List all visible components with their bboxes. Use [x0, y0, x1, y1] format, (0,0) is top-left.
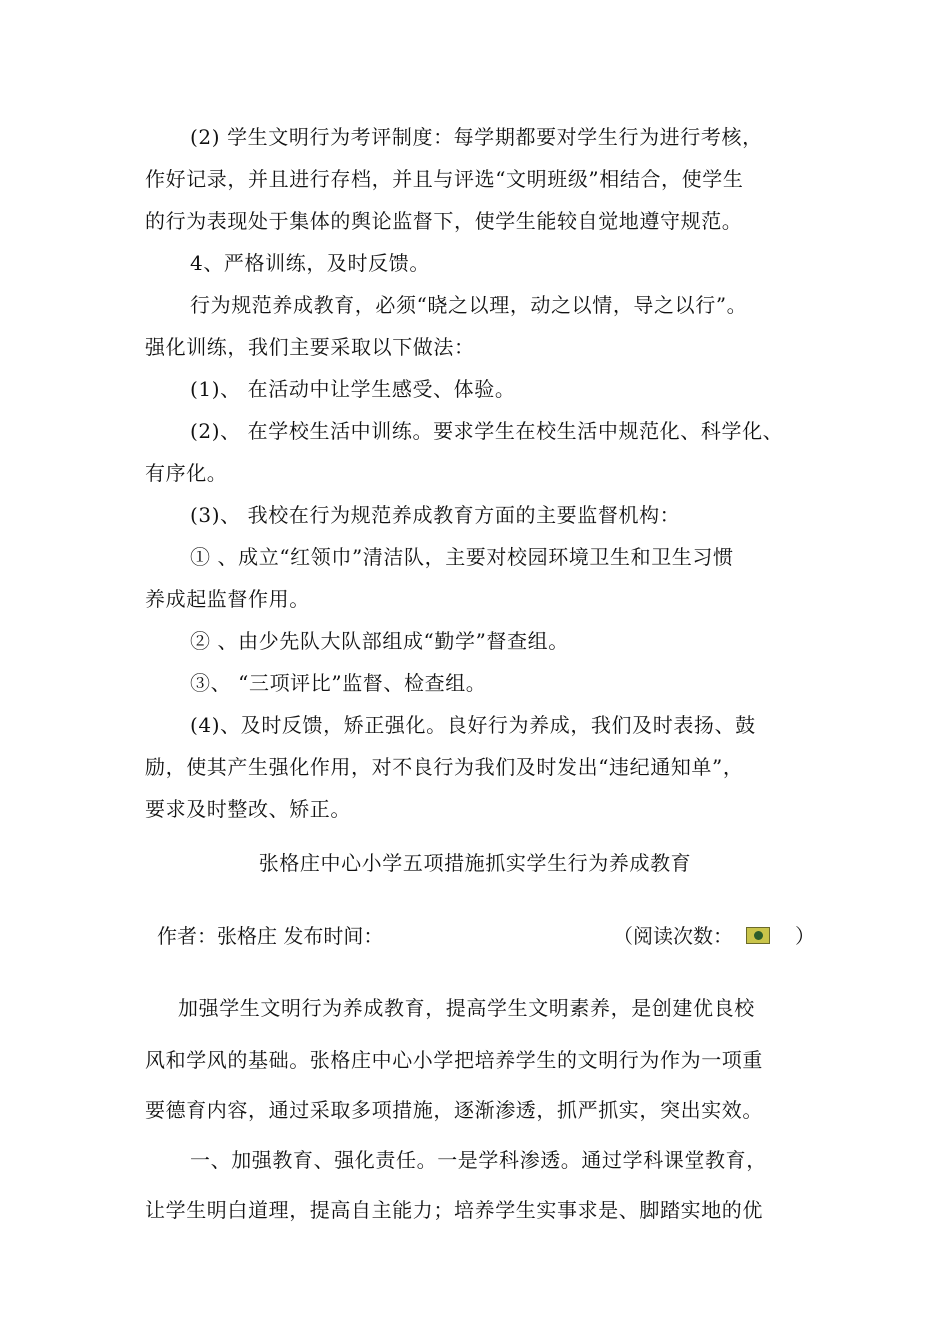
list-item: (4)、及时反馈，矫正强化。良好行为养成，我们及时表扬、鼓	[190, 713, 756, 737]
sub-list-item: ③、 “三项评比”监督、检查组。	[190, 671, 487, 695]
list-item-continuation: 要求及时整改、矫正。	[145, 797, 351, 821]
paragraph-line: 让学生明白道理，提高自主能力；培养学生实事求是、脚踏实地的优	[145, 1198, 763, 1222]
list-item: (1)、 在活动中让学生感受、体验。	[190, 377, 516, 401]
paragraph-line: 的行为表现处于集体的舆论监督下，使学生能较自觉地遵守规范。	[145, 209, 743, 233]
paragraph-line: (2) 学生文明行为考评制度：每学期都要对学生行为进行考核，	[190, 125, 763, 149]
paragraph-line: 加强学生文明行为养成教育，提高学生文明素养，是创建优良校	[178, 996, 755, 1020]
paragraph-line: 强化训练，我们主要采取以下做法：	[145, 335, 475, 359]
paragraph-line: 风和学风的基础。张格庄中心小学把培养学生的文明行为作为一项重	[145, 1048, 763, 1072]
paragraph-line: 行为规范养成教育，必须“晓之以理，动之以情，导之以行”。	[190, 293, 748, 317]
article-title: 张格庄中心小学五项措施抓实学生行为养成教育	[258, 851, 692, 875]
list-item-continuation: 有序化。	[145, 461, 228, 485]
list-item: (2)、 在学校生活中训练。要求学生在校生活中规范化、科学化、	[190, 419, 784, 443]
sub-list-item: ② 、由少先队大队部组成“勤学”督查组。	[190, 629, 569, 653]
sub-list-item: ① 、成立“红领巾”清洁队，主要对校园环境卫生和卫生习惯	[190, 545, 734, 569]
list-item: (3)、 我校在行为规范养成教育方面的主要监督机构：	[190, 503, 681, 527]
section-heading: 4、严格训练，及时反馈。	[190, 251, 430, 275]
paragraph-line: 要德育内容，通过采取多项措施，逐渐渗透，抓严抓实，突出实效。	[145, 1098, 763, 1122]
paragraph-line: 作好记录，并且进行存档，并且与评选“文明班级”相结合，使学生	[145, 167, 744, 191]
article-meta-close: ）	[795, 924, 815, 948]
list-item-continuation: 励，使其产生强化作用，对不良行为我们及时发出“违纪通知单”，	[145, 755, 744, 779]
paragraph-line: 一、加强教育、强化责任。一是学科渗透。通过学科课堂教育，	[190, 1148, 767, 1172]
sub-list-item-continuation: 养成起监督作用。	[145, 587, 310, 611]
article-meta-read-count: （阅读次数：	[613, 924, 733, 948]
article-meta-author-date: 作者：张格庄 发布时间：	[157, 924, 384, 948]
counter-icon	[746, 927, 770, 944]
